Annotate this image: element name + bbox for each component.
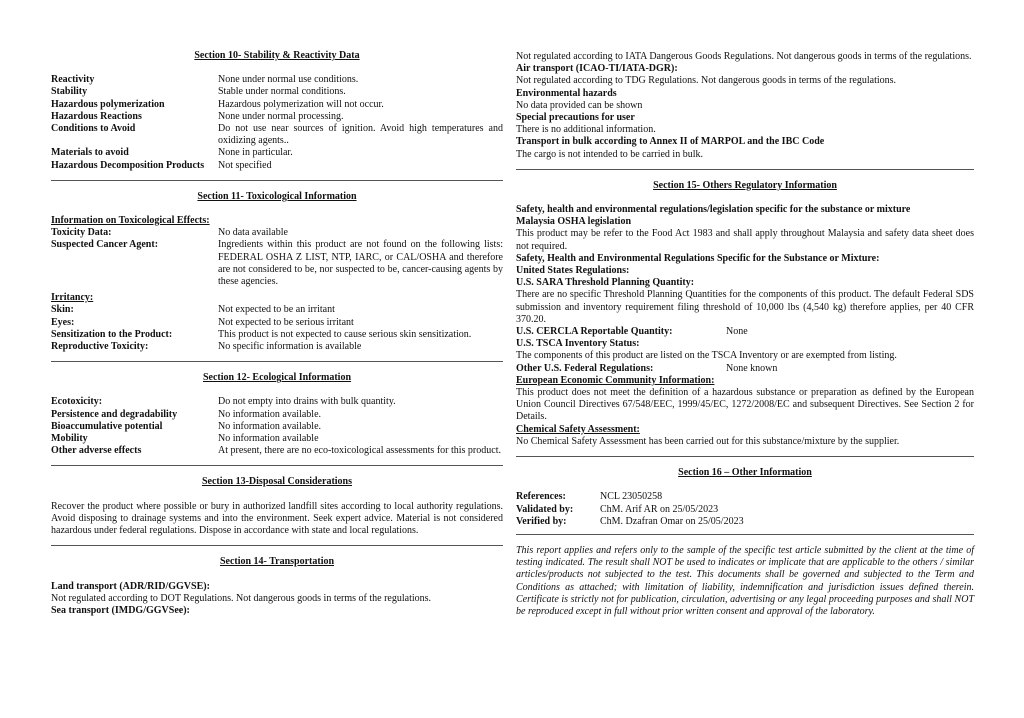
kv-key: Hazardous polymerization (51, 98, 165, 110)
kv-row (51, 445, 503, 457)
kv-value: No information available (218, 433, 319, 445)
environmental-hazards-text: No data provided can be shown (516, 99, 643, 111)
kv-row (51, 86, 503, 98)
section-12-title: Section 12- Ecological Information (202, 372, 352, 384)
malaysia-osha-heading: Malaysia OSHA legislation (516, 216, 632, 228)
kv-key: Hazardous Reactions (51, 110, 142, 122)
kv-key: Suspected Cancer Agent: (51, 239, 159, 251)
kv-value: At present, there are no eco-toxicological assessments for this product. (218, 445, 501, 457)
kv-key: Ecotoxicity: (51, 396, 103, 408)
bulk-transport-heading: Transport in bulk according to Annex II of MARPOL and the IBC Code (516, 136, 825, 148)
sara-heading: U.S. SARA Threshold Planning Quantity: (516, 277, 695, 289)
kv-key: Reproductive Toxicity: (51, 341, 149, 353)
kv-key: Skin: (51, 304, 74, 316)
section-11-title: Section 11- Toxicological Information (197, 190, 357, 202)
eec-text: This product does not meet the definition of a hazardous substance or preparation as defined by the European Union Council Directives 67/548/EEC, 1999/45/EC, 1272/2008/EC and subsequent Directives. See Section 2 for Details. (516, 387, 974, 423)
kv-row (51, 99, 503, 111)
section-13-title: Section 13-Disposal Considerations (201, 476, 352, 488)
right-column (516, 51, 974, 618)
kv-row (516, 363, 974, 375)
section-14-title: Section 14- Transportation (219, 556, 335, 568)
kv-row (51, 396, 503, 408)
kv-key: Materials to avoid (51, 147, 129, 159)
kv-value: ChM. Dzafran Omar on 25/05/2023 (600, 515, 744, 527)
disposal-text: Recover the product where possible or bury in authorized landfill sites according to local authority regulations. Avoid disposing to drainage systems and into the environment. Seek expert advice. Material is not considered hazardous under federal regulations. Dispose in accordance with state and local regulations. (51, 500, 503, 537)
chemical-safety-text: No Chemical Safety Assessment has been carried out for this substance/mixture by the supplier. (516, 435, 900, 447)
shr-heading: Safety, Health and Environmental Regulations Specific for the Substance or Mixture: (516, 252, 880, 264)
land-transport-text: Not regulated according to DOT Regulations. Not dangerous goods in terms of the regulations. (51, 592, 432, 604)
kv-value: Not specified (218, 159, 272, 171)
kv-row (51, 147, 503, 159)
kv-value: None (726, 326, 748, 338)
kv-key: Eyes: (51, 316, 75, 328)
toxicological-effects-heading: Information on Toxicological Effects: (51, 215, 210, 227)
kv-row (51, 111, 503, 123)
chemical-safety-heading: Chemical Safety Assessment: (516, 423, 640, 435)
kv-row (51, 304, 503, 316)
us-regulations-heading: United States Regulations: (516, 265, 630, 277)
kv-value: None known (726, 362, 778, 374)
malaysia-osha-text: This product may be refer to the Food Act 1983 and shall apply throughout Malaysia and safety data sheet does not required. (516, 228, 974, 252)
kv-key: Other U.S. Federal Regulations: (516, 362, 654, 374)
air-transport-heading: Air transport (ICAO-TI/IATA-DGR): (516, 63, 678, 75)
kv-value: No information available. (218, 420, 322, 432)
sara-text: There are no specific Threshold Planning Quantities for the components of this product. The default Federal SDS submission and inventory requirement filing threshold of 10,000 lbs (4,540 kg) therefore applies, per 40 CFR 370.20. (516, 289, 974, 325)
kv-row (516, 516, 974, 528)
kv-value: ChM. Arif AR on 25/05/2023 (600, 503, 719, 515)
kv-row (51, 160, 503, 172)
kv-row (51, 421, 503, 433)
section-10-table (51, 74, 503, 172)
irritancy-heading: Irritancy: (51, 292, 94, 304)
tsca-text: The components of this product are listed on the TSCA Inventory or are exempted from listing. (516, 350, 897, 362)
kv-key: Mobility (51, 433, 88, 445)
section-16-title: Section 16 – Other Information (678, 467, 812, 479)
sea-transport-heading: Sea transport (IMDG/GGVSee): (51, 604, 190, 616)
kv-key: Other adverse effects (51, 445, 142, 457)
sea-transport-text: Not regulated according to IATA Dangerous Goods Regulations. Not dangerous goods in terms of the regulations. (516, 51, 972, 62)
kv-row (51, 433, 503, 445)
kv-row (51, 227, 503, 239)
section-10-title: Section 10- Stability & Reactivity Data (194, 50, 360, 61)
kv-value: Do not use near sources of ignition. Avoid high temperatures and oxidizing agents.. (218, 123, 503, 147)
kv-value: No information available. (218, 408, 322, 420)
kv-key: U.S. CERCLA Reportable Quantity: (516, 326, 673, 338)
kv-value: Not expected to be serious irritant (218, 316, 354, 328)
kv-key: Conditions to Avoid (51, 123, 136, 135)
kv-key: References: (516, 491, 566, 503)
tsca-heading: U.S. TSCA Inventory Status: (516, 338, 640, 350)
kv-value: No specific information is available (218, 341, 362, 353)
kv-row (516, 504, 974, 516)
kv-key: Reactivity (51, 74, 95, 86)
kv-value: This product is not expected to cause serious skin sensitization. (218, 328, 472, 340)
kv-key: Bioaccumulative potential (51, 420, 163, 432)
kv-row (51, 239, 503, 288)
left-column (51, 50, 503, 617)
environmental-hazards-heading: Environmental hazards (516, 87, 617, 99)
land-transport-heading: Land transport (ADR/RID/GGVSE): (51, 580, 210, 592)
kv-row (51, 74, 503, 86)
kv-row (516, 491, 974, 503)
kv-row (51, 409, 503, 421)
kv-key: Hazardous Decomposition Products (51, 159, 205, 171)
kv-row (51, 123, 503, 147)
special-precautions-heading: Special precautions for user (516, 112, 635, 124)
air-transport-text: Not regulated according to TDG Regulations. Not dangerous goods in terms of the regulations. (516, 75, 897, 87)
kv-value: None under normal use conditions. (218, 74, 359, 86)
kv-value: None in particular. (218, 147, 293, 159)
kv-key: Sensitization to the Product: (51, 328, 173, 340)
kv-row (51, 317, 503, 329)
regulations-heading: Safety, health and environmental regulations/legislation specific for the substance or mixture (516, 204, 911, 216)
kv-key: Toxicity Data: (51, 227, 112, 239)
kv-key: Verified by: (516, 515, 567, 527)
kv-value: Not expected to be an irritant (218, 304, 335, 316)
disclaimer-text: This report applies and refers only to the sample of the specific test article submitted by the client at the time of testing indicated. The result shall NOT be used to indicates or implicate that are applicable to the others / similar articles/products not subjected to the test. This documents shall be governed and subjected to the Term and Conditions as attached; with limitation of liability, indemnification and jurisdiction issues defined therein. Certificate is strictly not for publication, circulation, advertising or any legal proceeding purposes and shall NOT be reproduced except in full without prior written consent and approval of the laboratory. (516, 544, 974, 617)
special-precautions-text: There is no additional information. (516, 124, 656, 136)
kv-row (51, 341, 503, 353)
kv-key: Validated by: (516, 503, 574, 515)
kv-value: Do not empty into drains with bulk quantity. (218, 396, 396, 408)
bulk-transport-text: The cargo is not intended to be carried in bulk. (516, 148, 703, 160)
kv-value: Ingredients within this product are not found on the following lists: FEDERAL OSHA Z LIST, NTP, IARC, or CAL/OSHA and therefore are not considered to be, nor suspected to be, cancer-causing agents by these agencies. (218, 239, 503, 288)
kv-key: Persistence and degradability (51, 408, 178, 420)
section-15-title: Section 15- Others Regulatory Information (653, 179, 837, 191)
kv-value: NCL 23050258 (600, 491, 663, 503)
kv-row (516, 326, 974, 338)
eec-heading: European Economic Community Information: (516, 374, 715, 386)
kv-value: No data available (218, 227, 288, 239)
kv-value: Hazardous polymerization will not occur. (218, 98, 384, 110)
kv-value: None under normal processing. (218, 110, 344, 122)
kv-value: Stable under normal conditions. (218, 86, 346, 98)
kv-row (51, 329, 503, 341)
kv-key: Stability (51, 86, 88, 98)
